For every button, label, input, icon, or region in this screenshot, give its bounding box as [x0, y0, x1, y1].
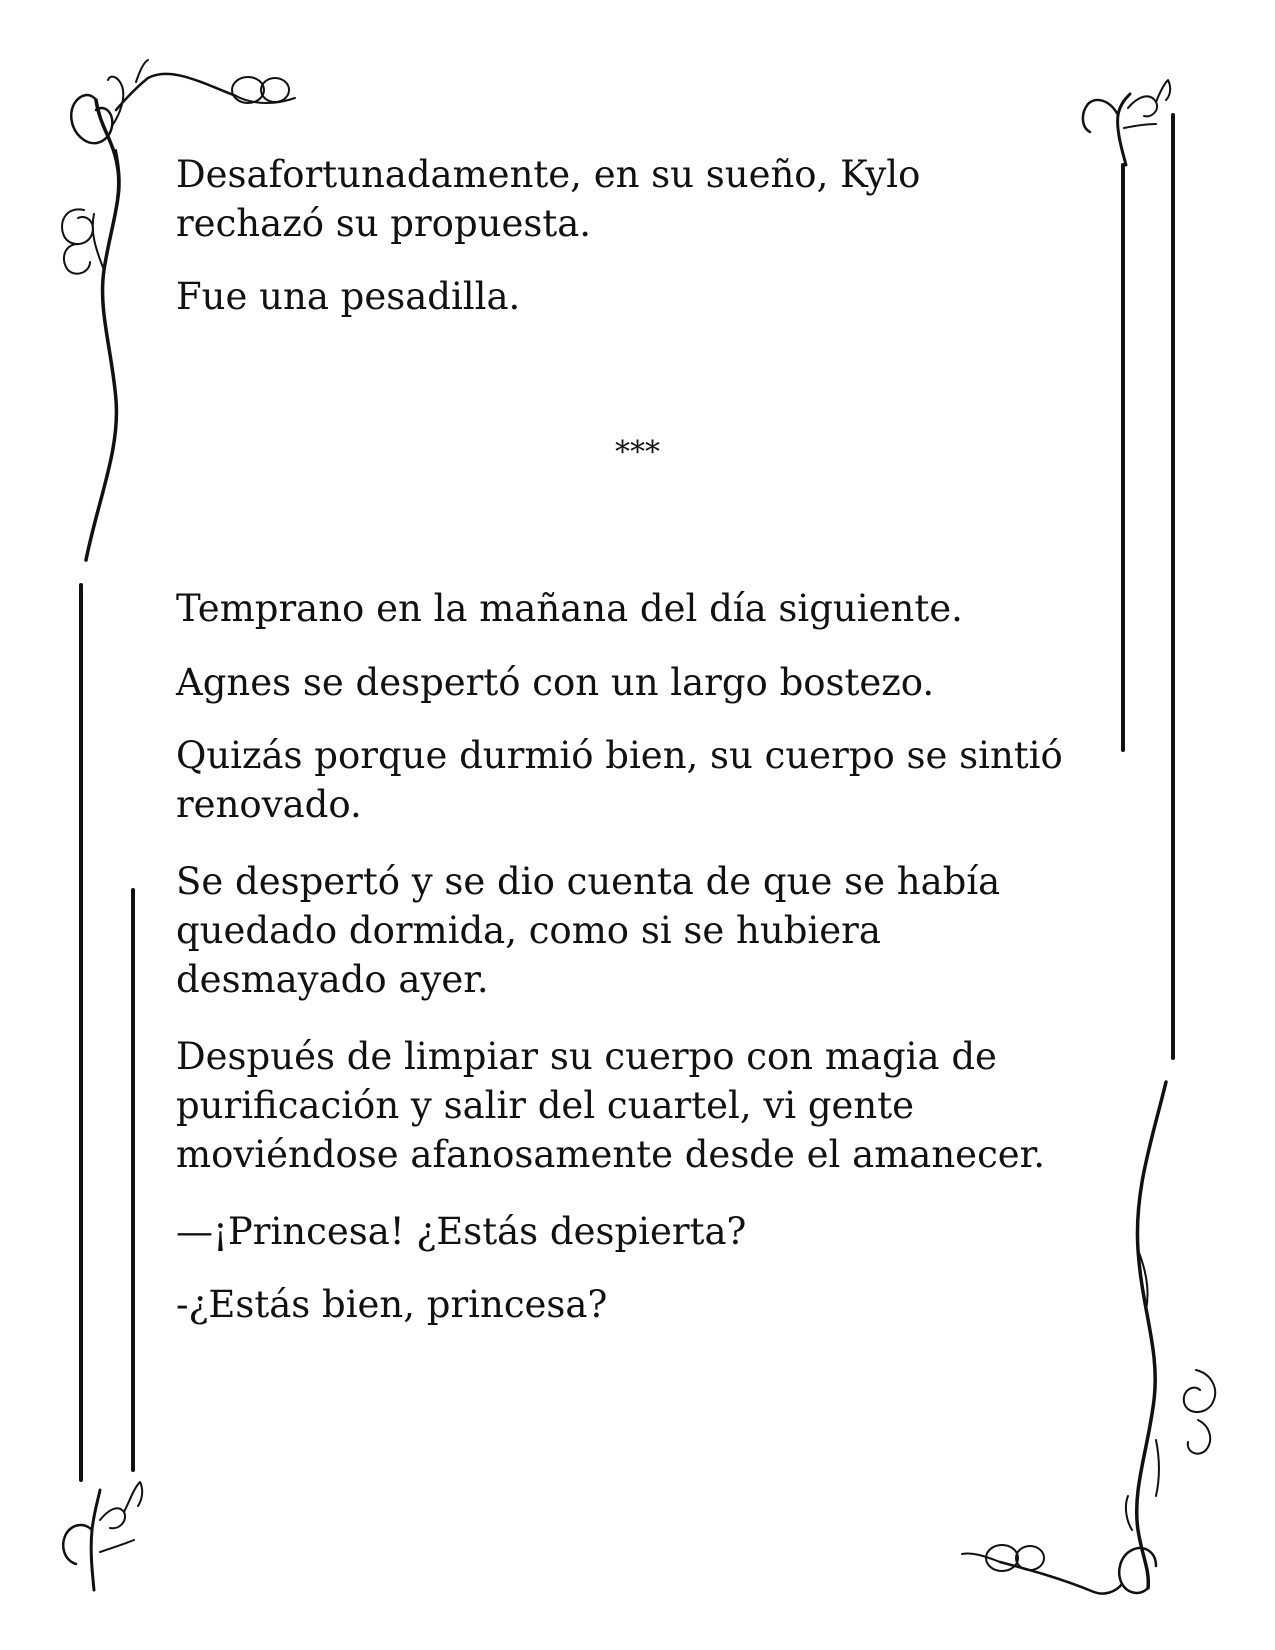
paragraph-line: Se despertó y se dio cuenta de que se había [176, 860, 1001, 903]
dialogue-line: —¡Princesa! ¿Estás despierta? [176, 1210, 747, 1253]
top-right-flourish-icon [1083, 80, 1170, 165]
paragraph-line: moviéndose afanosamente desde el amanecer. [176, 1133, 1046, 1176]
scene-break: *** [615, 435, 660, 470]
paragraph-line: renovado. [176, 783, 362, 826]
paragraph-line: rechazó su propuesta. [176, 202, 592, 245]
paragraph-line: desmayado ayer. [176, 958, 489, 1001]
paragraph-line: purificación y salir del cuartel, vi gente [176, 1084, 915, 1127]
paragraph-line: Fue una pesadilla. [176, 275, 521, 318]
dialogue-line: -¿Estás bien, princesa? [176, 1283, 608, 1326]
paragraph-line: quedado dormida, como si se hubiera [176, 909, 881, 952]
paragraph-line: Desafortunadamente, en su sueño, Kylo [176, 153, 921, 196]
bottom-left-flourish-icon [63, 1482, 142, 1590]
paragraph-line: Después de limpiar su cuerpo con magia de [176, 1035, 997, 1078]
paragraph-line: Agnes se despertó con un largo bostezo. [176, 661, 935, 704]
paragraph-line: Temprano en la mañana del día siguiente. [176, 587, 963, 630]
paragraph-line: Quizás porque durmió bien, su cuerpo se sintió [176, 734, 1063, 777]
